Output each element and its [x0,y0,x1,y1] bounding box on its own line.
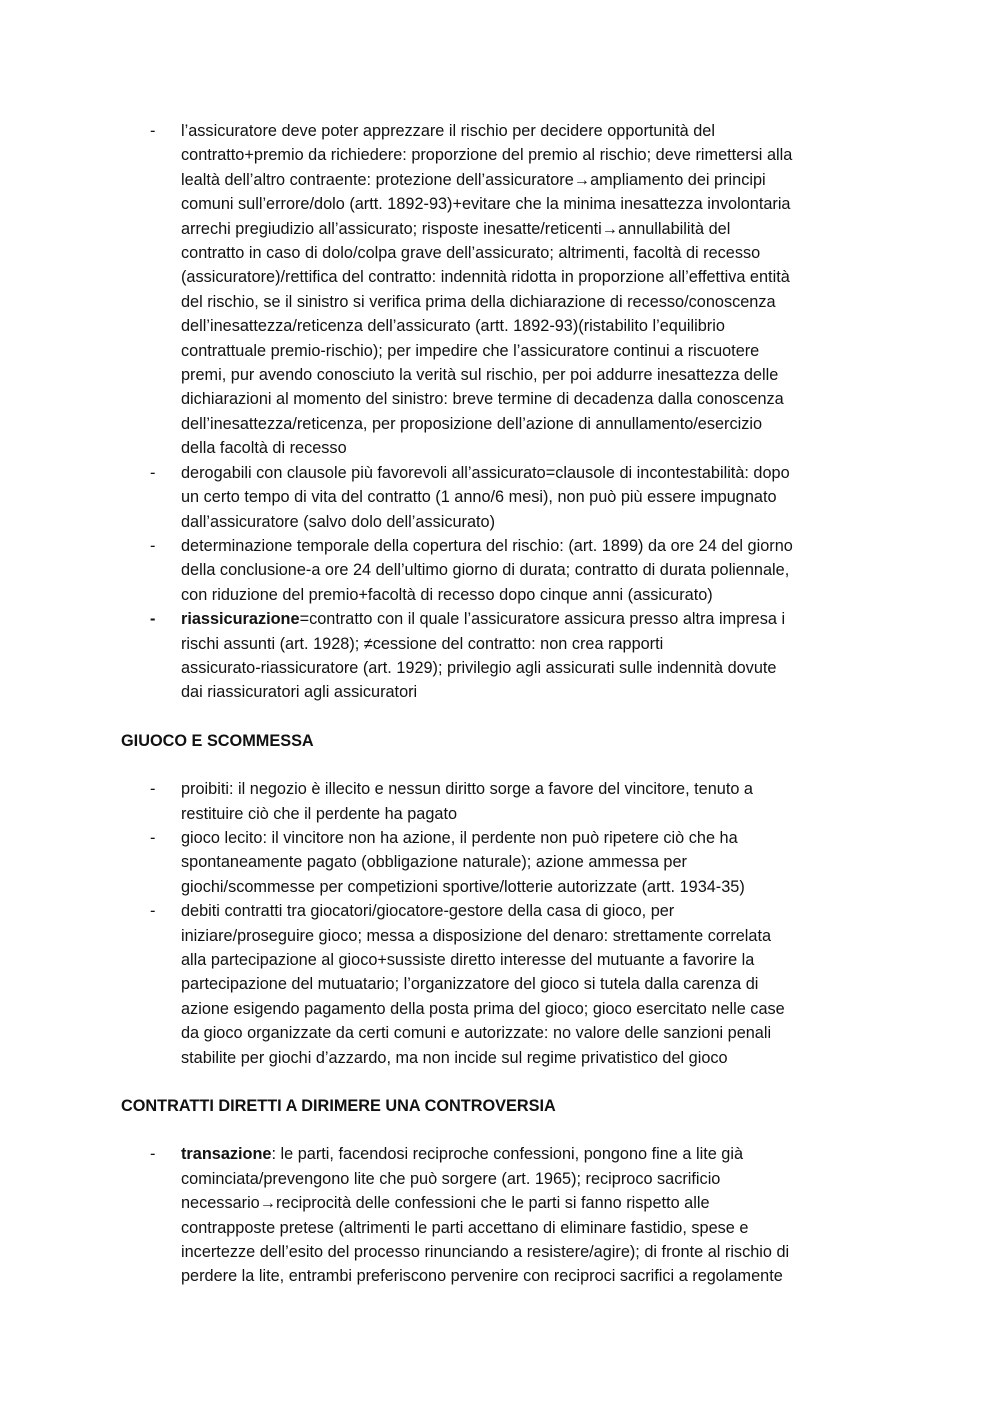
text-line: gioco lecito: il vincitore non ha azione, il perdente non può ripetere ciò che ha [181,828,738,847]
bullet-marker: - [150,536,156,555]
text-line: iniziare/proseguire gioco; messa a disposizione del denaro: strettamente correlata [181,926,772,945]
text-line: con riduzione del premio+facoltà di recesso dopo cinque anni (assicurato) [181,585,713,604]
text-line: contratto+premio da richiedere: proporzione del premio al rischio; deve rimettersi alla [181,146,793,165]
list-item [121,826,900,899]
text-line: derogabili con clausole più favorevoli all’assicurato=clausole di incontestabilità: dopo [181,463,790,482]
list-item [121,777,900,826]
bullet-marker: - [150,780,156,799]
bullet-marker: - [150,828,156,847]
list-item [121,461,900,534]
text-line: incertezze dell’esito del processo rinunciando a resistere/agire); di fronte al rischio di [181,1243,790,1262]
bullet-marker: - [150,1145,156,1164]
text-line: dai riassicuratori agli assicuratori [181,683,418,702]
text-line: debiti contratti tra giocatori/giocatore-gestore della casa di gioco, per [181,902,675,921]
text-line: arrechi pregiudizio all’assicurato; risposte inesatte/reticenti→annullabilità del [181,219,731,238]
text-line: dell’inesattezza/reticenza dell’assicurato (artt. 1892-93)(ristabilito l’equilibrio [181,317,725,336]
list-item [121,534,900,607]
text-line: alla partecipazione al gioco+sussiste diretto interesse del mutuante a favorire la [181,951,755,969]
text-line: cominciata/prevengono lite che può sorgere (art. 1965); reciproco sacrificio [181,1169,721,1188]
bullet-list [121,1142,900,1288]
text-line: un certo tempo di vita del contratto (1 anno/6 mesi), non può più essere impugnato [181,488,777,507]
text-line: determinazione temporale della copertura del rischio: (art. 1899) da ore 24 del giorno [181,536,793,555]
list-item [121,1142,900,1288]
text-line: della facoltà di recesso [181,439,347,458]
text-line: restituire ciò che il perdente ha pagato [181,804,458,823]
text-fragment: : le parti, facendosi reciproche confessioni, pongono fine a lite già [271,1145,744,1164]
bold-term: transazione [181,1145,272,1164]
text-line: da gioco organizzate da certi comuni e autorizzate: no valore delle sanzioni penali [181,1024,772,1043]
text-line: della conclusione-a ore 24 dell’ultimo giorno di durata; contratto di durata poliennale, [181,561,790,580]
bullet-marker: - [150,610,156,629]
list-item [121,607,900,705]
text-line: giochi/scommesse per competizioni sportive/lotterie autorizzate (artt. 1934-35) [181,877,745,896]
text-line: rischi assunti (art. 1928); ≠cessione del contratto: non crea rapporti [181,634,664,653]
text-line: partecipazione del mutuatario; l’organizzatore del gioco si tutela dalla carenza di [181,975,759,994]
text-line: proibiti: il negozio è illecito e nessun diritto sorge a favore del vincitore, tenuto a [181,780,753,799]
bullet-marker: - [150,463,156,482]
text-fragment: =contratto con il quale l’assicuratore assicura presso altra impresa i [299,610,786,629]
section-heading: GIUOCO E SCOMMESSA [121,731,314,750]
text-line: assicurato-riassicuratore (art. 1929); privilegio agli assicurati sulle indennità dovute [181,658,777,677]
text-line: comuni sull’errore/dolo (artt. 1892-93)+evitare che la minima inesattezza involontaria [181,195,791,214]
section-heading: CONTRATTI DIRETTI A DIRIMERE UNA CONTROVERSIA [121,1097,556,1116]
text-line: stabilite per giochi d’azzardo, ma non incide sul regime privatistico del gioco [181,1048,728,1067]
list-item [121,119,900,461]
text-line: contrattuale premio-rischio); per impedire che l’assicuratore continui a riscuotere [181,341,760,360]
text-line: contratto in caso di dolo/colpa grave dell’assicurato; altrimenti, facoltà di recesso [181,244,761,263]
text-line: dichiarazioni al momento del sinistro: breve termine di decadenza dalla conoscenza [181,390,784,409]
text-line: perdere la lite, entrambi preferiscono pervenire con reciproci sacrifici a regolamente [181,1267,783,1286]
text-line: premi, pur avendo conosciuto la verità sul rischio, per poi addurre inesattezza delle [181,366,779,385]
bullet-marker: - [150,122,156,140]
text-line: del rischio, se il sinistro si verifica prima della dichiarazione di recesso/conoscenza [181,292,776,311]
bullet-list [121,119,900,705]
bullet-marker: - [150,902,156,921]
text-line: l’assicuratore deve poter apprezzare il rischio per decidere opportunità del [181,122,715,140]
text-line [181,1142,900,1166]
bullet-list [121,777,900,1070]
text-line: contrapposte pretese (altrimenti le parti accettano di eliminare fastidio, spese e [181,1218,749,1237]
text-line: lealtà dell’altro contraente: protezione dell’assicuratore→ampliamento dei principi [181,170,766,189]
text-line: azione esigendo pagamento della posta prima del gioco; gioco esercitato nelle case [181,999,785,1018]
text-line: dall’assicuratore (salvo dolo dell’assicurato) [181,512,496,531]
list-item [121,899,900,1070]
text-line: (assicuratore)/rettifica del contratto: indennità ridotta in proporzione all’effettiva entità [181,268,790,287]
text-line: dell’inesattezza/reticenza, per proposizione dell’azione di annullamento/esercizio [181,414,763,433]
text-line: spontaneamente pagato (obbligazione naturale); azione ammessa per [181,853,687,872]
text-line: necessario→reciprocità delle confessioni che le parti si fanno rispetto alle [181,1194,710,1213]
bold-term: riassicurazione [181,610,300,629]
text-line [181,607,900,631]
